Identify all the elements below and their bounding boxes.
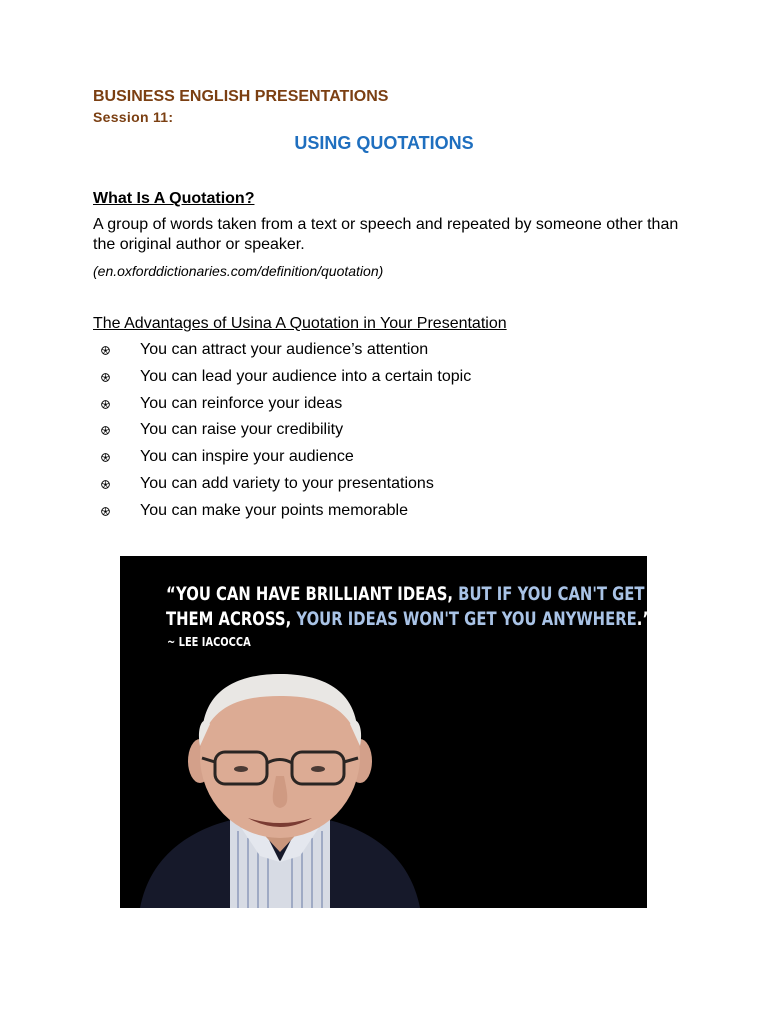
list-item-label: You can inspire your audience	[140, 448, 354, 466]
soccer-ball-icon	[101, 480, 110, 489]
page-heading: USING QUOTATIONS	[294, 133, 474, 153]
soccer-ball-icon	[101, 507, 110, 516]
definition-text: A group of words taken from a text or speech and repeated by someone other than the original author or speaker.	[93, 216, 679, 253]
quote-line-1-white: “YOU CAN HAVE BRILLIANT IDEAS,	[166, 583, 454, 605]
quote-line-1	[166, 583, 645, 605]
list-item-label: You can raise your credibility	[140, 421, 344, 439]
quote-line-1-blue: BUT IF YOU CAN'T GET	[453, 583, 645, 605]
quote-image	[120, 556, 653, 908]
list-item-label: You can make your points memorable	[140, 501, 408, 519]
list-item-label: You can lead your audience into a certain topic	[140, 367, 472, 385]
soccer-ball-icon	[101, 426, 110, 435]
list-item-label: You can add variety to your presentations	[140, 474, 434, 492]
session-label: Session 11:	[93, 109, 174, 125]
definition-source: (en.oxforddictionaries.com/definition/quotation)	[93, 263, 384, 279]
definition-heading: What Is A Quotation?	[93, 190, 255, 207]
advantages-heading: The Advantages of Usina A Quotation in Your Presentation	[93, 315, 507, 332]
list-item-label: You can reinforce your ideas	[140, 394, 343, 412]
quote-author: ~ LEE IACOCCA	[167, 635, 251, 649]
quote-line-2	[166, 608, 652, 630]
quote-line-2-white-a: THEM ACROSS,	[166, 608, 292, 630]
soccer-ball-icon	[101, 400, 110, 409]
soccer-ball-icon	[101, 373, 110, 382]
document-title: BUSINESS ENGLISH PRESENTATIONS	[93, 88, 389, 105]
quote-line-2-blue: YOUR IDEAS WON'T GET YOU ANYWHERE	[291, 608, 637, 630]
quote-line-2-white-b: .”	[636, 608, 653, 630]
soccer-ball-icon	[101, 453, 110, 462]
soccer-ball-icon	[101, 346, 110, 355]
list-item-label: You can attract your audience’s attention	[140, 341, 429, 358]
